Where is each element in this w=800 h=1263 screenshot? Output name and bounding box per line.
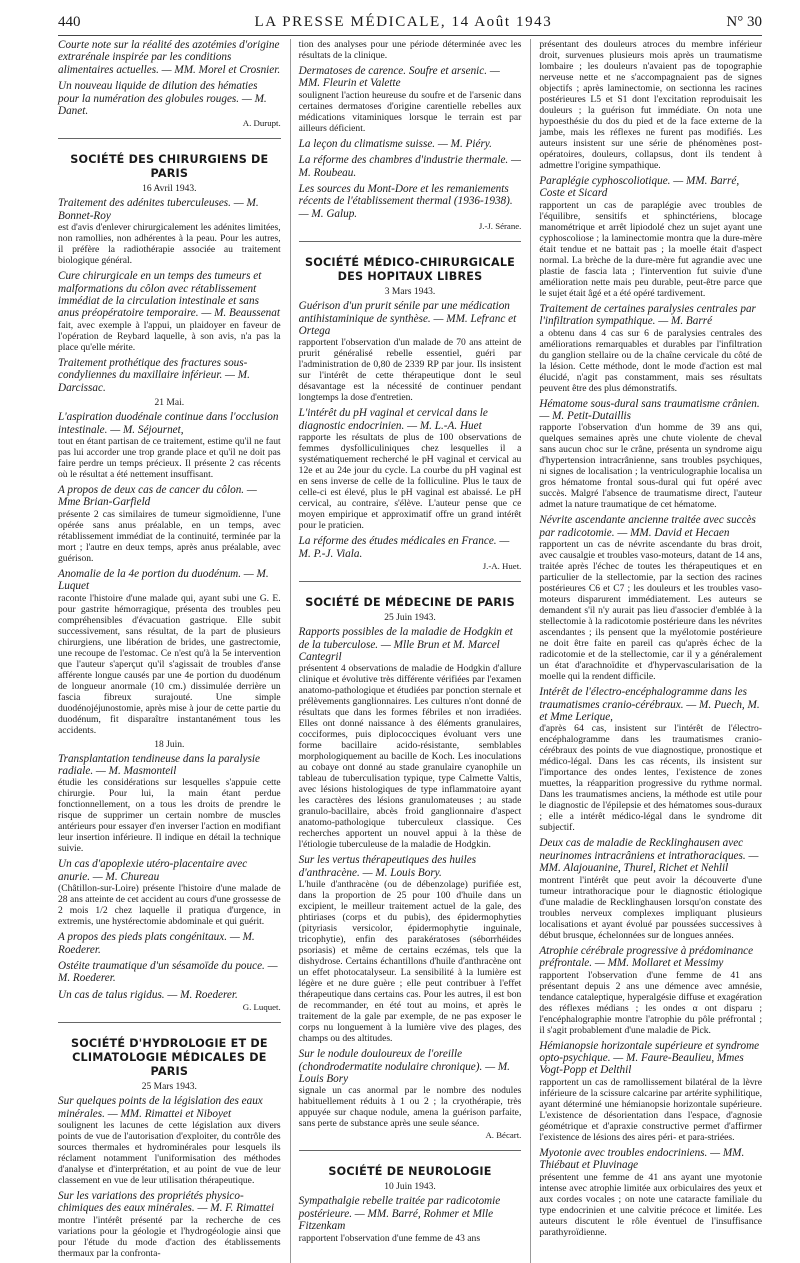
communication <box>299 407 522 531</box>
communication-title: Hémianopsie horizontale supérieure et syndrome opto-psychique. — M. Faure-Beaulieu, Mmes Vogt-Popp et Delthil <box>539 1039 760 1077</box>
communication-title: L'intérêt du pH vaginal et cervical dans le diagnostic endocrinien. — M. L.-A. Huet <box>298 407 488 432</box>
communication <box>539 837 762 940</box>
section-heading: SOCIÉTÉ MÉDICO-CHIRURGICALE DES HOPITAUX LIBRES <box>305 256 515 284</box>
page-number: 440 <box>58 14 81 30</box>
communication-text: rapportent un cas de ramollissement bilatéral de la lèvre inférieure de la scissure calcarine par artérite syphilitique, ayant déterminé une hémianopsie horizontale supérieure. L'existence de désorientation dans l'espace, d'agnosie géométrique et d'apraxie constructive permet d'affirmer l'existence de lésions des aires péri- et para-striées. <box>539 1076 763 1143</box>
signature: A. Durupt. <box>242 118 281 129</box>
communication <box>539 175 762 299</box>
communication-text: montre l'intérêt présenté par la recherche de ces variations pour la géologie et l'hydrogéologie ainsi que pour l'étude du mode d'action des établissements thermaux par la confronta- <box>58 1214 281 1259</box>
section-divider <box>299 241 522 242</box>
communication-text: rapportent l'observation d'un malade de 70 ans atteint de prurit généralisé rebelle essentiel, guéri par l'administration de 0,80 de 2339 RP par jour. Ils insistent sur l'intérêt de cette thérapeutique dont le seul désavantage est la nécessité de continuer pendant longtemps la dose d'entretien. <box>298 337 522 404</box>
communication-text: rapportent un cas de névrite ascendante du bras droit, avec causalgie et troubles vaso-moteurs, datant de 14 ans, traitée après l'échec de toutes les thérapeutiques et en particulier de la stellectomie, par la section des racines postérieures C6 et C7 ; les douleurs et les troubles vaso-moteurs disparurent immédiatement. Les auteurs se demandent s'il n'y aurait pas lieu d'associer d'emblée à la stellectomie à la radicotomie postérieure dans les névrites ascendantes ; ils pensent que la myélotomie postérieure ne doit être faite en pareil cas qu'après échec de la radicotomie et de la stellectomie, car il y a généralement un état d'arachnoïdite et d'hypervascularisation de la moelle qui la rendent difficile. <box>539 539 763 683</box>
communication <box>58 484 281 564</box>
communication <box>58 270 281 353</box>
communication-title: Courte note sur la réalité des azotémies d'origine extrarénale inspirée par les conditions alimentaires actuelles. — MM. Morel et Crosnier. <box>58 39 281 76</box>
signature: G. Luquet. <box>242 1002 281 1013</box>
communication-title: La leçon du climatisme suisse. — M. Piéry. <box>298 137 492 150</box>
communication <box>539 398 762 511</box>
communication-title: Sur les variations des propriétés physico-chimiques des eaux minérales. — M. F. Rimattei <box>58 1190 275 1215</box>
communication-title: L'aspiration duodénale continue dans l'occlusion intestinale. — M. Séjournet, <box>58 411 279 436</box>
communication <box>58 858 281 927</box>
communication-title: Ostéite traumatique d'un sésamoïde du pouce. — M. Roederer. <box>58 959 278 985</box>
communication-title: Sur quelques points de la législation des eaux minérales. — MM. Rimattei et Niboyet <box>58 1095 263 1120</box>
communication <box>299 854 522 1044</box>
section-heading: SOCIÉTÉ DE MÉDECINE DE PARIS <box>305 596 515 610</box>
communication <box>539 303 762 394</box>
communication-title: Un nouveau liquide de dilution des hématies pour la numération des globules rouges. — M. Danet. <box>58 80 267 118</box>
communication-text: présente 2 cas similaires de tumeur sigmoïdienne, l'une opérée sans anus préalable, en un temps, avec rétablissement immédiat de la continuité, terminée par la mort ; l'autre en deux temps, après anus préalable, avec guérison. <box>58 508 281 564</box>
communication <box>299 183 522 231</box>
section-divider <box>58 1022 281 1023</box>
session-date: 18 Juin. <box>154 739 185 750</box>
column-2 <box>290 39 522 1263</box>
communication-text: rapportent l'observation d'une femme de 43 ans <box>298 1232 481 1244</box>
communication-text: a obtenu dans 4 cas sur 6 de paralysies centrales des améliorations remarquables et durables par l'infiltration du ganglion stellaire ou de la chaîne cervicale du côté de la lésion. Cette méthode, dont le mode d'action est mal élucidé, n'agit pas constamment, mais ses résultats peuvent être des plus démonstratifs. <box>539 327 763 394</box>
communication-title: Myotonie avec troubles endocriniens. — MM. Thiébaut et Pluvinage <box>539 1146 745 1172</box>
communication <box>58 80 281 128</box>
communication-title: A propos de deux cas de cancer du côlon. — Mme Brian-Garfield <box>58 483 257 509</box>
communication-title: A propos des pieds plats congénitaux. — M. Roederer. <box>58 931 255 956</box>
communication <box>299 138 522 150</box>
session-date: 25 Juin 1943. <box>384 613 436 624</box>
page-header <box>58 14 762 36</box>
communication-text: montrent l'intérêt que peut avoir la découverte d'une tumeur intrathoracique pour le diagnostic étiologique d'une maladie de Recklinghausen lorsqu'on constate des troubles nerveux complexes impliquant plusieurs localisations et ayant évolué par poussées successives à début brusque, échelonnées sur de longues années. <box>539 874 763 941</box>
communication-text: rapporte l'observation d'un homme de 39 ans qui, quelques semaines après une chute violente de cheval sans aucun choc sur le crâne, présenta un syndrome aigu d'hypertension intracrânienne, sans troubles psychiques, ni signes de localisation ; la ventriculographie localisa un gros hématome frontal sous-dural qui fut opéré avec succès. Malgré l'absence de traumatisme direct, l'auteur admet la nature traumatique de cet hématome. <box>539 422 763 511</box>
section-heading: SOCIÉTÉ D'HYDROLOGIE ET DE CLIMATOLOGIE MÉDICALES DE PARIS <box>70 1037 268 1079</box>
communication-title: La réforme des chambres d'industrie thermale. — M. Roubeau. <box>298 154 521 179</box>
communication-title: Traitement prothétique des fractures sous-condyliennes du maxillaire inférieur. — M. Darcissac. <box>58 356 250 394</box>
communication-title: Deux cas de maladie de Recklinghausen avec neurinomes intracrâniens et intrathoraciques. — MM. Alajouanine, Thurel, Richet et Nehlil <box>539 837 759 875</box>
communication-text: présentant des douleurs atroces du membre inférieur droit, survenues plusieurs mois après un traumatisme lombaire ; les douleurs n'avaient pas de topographie nerveuse nette et ne s'accompagnaient pas de signes objectifs ; après laminectomie, on sectionna les racines postérieures L5 et S1 dont l'excitation reproduisait les douleurs ; la guérison fut immédiate. On nota une hypoesthésie du dos du pied et de la face externe de la jambe, mais les réflexes ne furent pas modifiés. Les auteurs insistent sur une série de phénomènes post-opératoires, douleurs, collapsus, dont ils tendent à admettre l'origine sympathique. <box>539 39 763 171</box>
communication <box>299 535 522 571</box>
communication <box>299 1048 522 1140</box>
communication-title: Un cas d'apoplexie utéro-placentaire avec anurie. — M. Chureau <box>58 858 248 883</box>
section-heading: SOCIÉTÉ DE NEUROLOGIE <box>328 1165 492 1179</box>
communication-text: rapportent l'observation d'une femme de 41 ans présentant depuis 2 ans une démence avec amnésie, tendance cataleptique, hyperalgésie diffuse et exagération des réflexes médians ; les ondes α ont disparu ; l'encéphalographie montre l'atrophie du pôle préfrontal ; il s'agit probablement d'une maladie de Pick. <box>539 969 763 1036</box>
section-heading: SOCIÉTÉ DES CHIRURGIENS DE PARIS <box>70 153 269 181</box>
session-date: 16 Avril 1943. <box>142 184 197 195</box>
communication <box>58 960 281 985</box>
communication-title: Dermatoses de carence. Soufre et arsenic. — MM. Fleurin et Valette <box>298 65 500 90</box>
signature: J.-J. Sérane. <box>478 221 522 232</box>
session-date: 10 Juin 1943. <box>384 1182 436 1193</box>
communication <box>58 989 281 1012</box>
communication <box>539 1147 762 1238</box>
communication <box>58 753 281 855</box>
communication-title: Transplantation tendineuse dans la paralysie radiale. — M. Masmonteil <box>58 752 260 777</box>
communication <box>299 626 522 850</box>
communication-text: présentent 4 observations de maladie de Hodgkin d'allure clinique et évolutive très différente vérifiées par l'examen anatomo-pathologique et étudiées par ponction sternale et prélèvements ganglionnaires. Les cultures n'ont donné de résultats que dans les formes fébriles et non irradiées. Elles ont donné naissance à des éléments granulaires, cocciformes, puis diplococciques évoluant vers une forme bacillaire acido-résistante, semblables morphologiquement au bacille de Koch. Les inoculations au cobaye ont donné au stade granulaire cyanophile un tableau de tuberculisation typique, type Calmette Valtis, avec lésions histologiques de type inflammatoire ayant les caractères des lésions granulomateuses ; au stade granulo-bacillaire, abcès froid ganglionnaire d'aspect anatomo-pathologique tuberculeux classique. Ces recherches apportent un nouvel appui à la thèse de l'étiologie tuberculeuse de la maladie de Hodgkin. <box>298 663 522 851</box>
communication-text: fait, avec exemple à l'appui, un plaidoyer en faveur de l'opération de Reybard laquelle, à son avis, n'a pas la place qu'elle mérite. <box>58 319 281 353</box>
communication <box>299 1195 522 1243</box>
columns <box>58 39 762 1263</box>
signature: A. Bécart. <box>485 1130 522 1141</box>
communication-text: rapporte les résultats de plus de 100 observations de femmes dysfolliculiniques chez lesquelles il a systématiquement recherché le pH vaginal et cervical au 12e et au 24e jour du cycle. La courbe du pH vaginal est en sens inverse de celle de la folliculine. Plus le taux de celle-ci est élevé, plus le pH vaginal est abaissé. Le pH cervical, au contraire, s'élève. L'auteur pense que ce moyen empirique et approximatif offre un grand intérêt pour le praticien. <box>298 432 522 532</box>
communication-title: Sur les vertus thérapeutiques des huiles d'anthracène. — M. Louis Bory. <box>298 854 477 879</box>
communication <box>58 197 281 266</box>
section-divider <box>299 1150 522 1151</box>
communication-text: raconte l'histoire d'une malade qui, ayant subi une G. E. pour gastrite hémorragique, présenta des troubles peu compréhensibles d'évacuation gastrique. Elle subit successivement, sans résultat, de la part de plusieurs chirurgiens, une libération de brides, une gastrectomie, une recoupe de l'estomac. Ce n'est qu'à la 5e intervention que l'auteur s'aperçut qu'il s'agissait de troubles d'anse afférente longue causés par une 4e portion du duodénum de longueur anormale (10 cm.) dissimulée derrière un fascia fibreux surajouté. Une simple duodénojéjunostomie, après mise à jour de cette partie du duodénum, fit disparaître instantanément tous les accidents. <box>58 592 281 736</box>
session-date: 21 Mai. <box>154 398 185 409</box>
communication-title: Cure chirurgicale en un temps des tumeurs et malformations du côlon avec rétablissement immédiat de la circulation intestinale et sans anus préopératoire temporaire. — M. Beaussenat <box>58 270 280 320</box>
communication <box>58 931 281 956</box>
communication-title: Paraplégie cyphoscoliotique. — MM. Barré, Coste et Sicard <box>539 175 740 200</box>
communication <box>58 1190 281 1259</box>
communication-text: d'après 64 cas, insistent sur l'intérêt de l'électro-encéphalogramme dans les traumatismes cranio-cérébraux des points de vue diagnostique, pronostique et médico-légal. Dans les cas récents, ils insistent sur l'importance des ondes lentes, l'existence de zones muettes, la réapparition progressive du rythme normal. Dans les traumatismes anciens, la méthode est utile pour le diagnostic de l'épilepsie et des hématomes sous-duraux ; elle a intérêt médico-légal dans le syndrome dit subjectif. <box>539 723 763 834</box>
column-1 <box>58 39 281 1263</box>
communication-text: étudie les considérations sur lesquelles s'appuie cette chirurgie. Pour lui, la main étant perdue fonctionnellement, on a tous les droits de prendre le risque de supprimer un certain nombre de muscles antérieurs pour essayer d'en inverser l'action en modifiant leur insertion inférieure. Il indique en détail la technique suivie. <box>58 777 281 855</box>
communication-title: Un cas de talus rigidus. — M. Roederer. <box>58 988 238 1001</box>
communication <box>299 39 522 61</box>
communication-text: L'huile d'anthracène (ou de débenzolage) purifiée est, dans la proportion de 25 pour 100 d'huile dans un excipient, le meilleur traitement actuel de la gale, des phtiriases (corps et du pubis), des épidermophyties (pityriasis versicolor, épidermophytie inguinale, tricophytie), enfin des parakératoses (séborrhéides psoriasis) et même de certains eczémas, tels que la dishydrose. Certains échantillons d'huile d'anthracène ont un effet photocatalyseur. La sensibilité à la lumière est légère et ne dure guère ; elle peut contribuer à l'effet thérapeutique dans certains cas. Pour les autres, il est bon de recommander, en été tout au moins, et après le traitement de la gale par exemple, de ne pas exposer le corps nu longuement à la lumière vive des plages, des champs ou des altitudes. <box>298 879 522 1045</box>
communication <box>299 154 522 179</box>
communication <box>299 300 522 403</box>
communication-text: soulignent les lacunes de cette législation aux divers points de vue de l'autorisation d'exploiter, du contrôle des sources thermales et hydrominérales pour lesquels ils réclament notamment l'uniformisation des méthodes d'analyse et d'interprétation, et au point de vue de leur classement en vue de leur utilisation thérapeutique. <box>58 1120 281 1186</box>
communication-text: signale un cas anormal par le nombre des nodules habituellement réduits à 1 ou 2 ; la cryothérapie, très appuyée sur chaque nodule, amena la guérison parfaite, sans perte de substance après une seule séance. <box>298 1085 522 1130</box>
communication-title: Anomalie de la 4e portion du duodénum. — M. Luquet <box>58 567 269 593</box>
communication-title: Hématome sous-dural sans traumatisme crânien. — M. Petit-Dutaillis <box>539 397 760 423</box>
communication <box>539 1040 762 1143</box>
communication <box>58 411 281 480</box>
issue-number: N° 30 <box>726 14 762 30</box>
session-date: 25 Mars 1943. <box>141 1082 197 1093</box>
communication-title: Sur le nodule douloureux de l'oreille (chondrodermatite nodulaire chronique). — M. Louis Bory <box>298 1048 510 1085</box>
communication <box>299 65 522 134</box>
communication-title: Atrophie cérébrale progressive à prédominance préfrontale. — MM. Mollaret et Messimy <box>539 944 754 970</box>
communication-title: Traitement de certaines paralysies centrales par l'infiltration sympathique. — M. Barré <box>539 302 756 328</box>
communication-title: La réforme des études médicales en France. — M. P.-J. Viala. <box>298 535 510 560</box>
communication-text: rapportent un cas de paraplégie avec troubles de l'équilibre, sensitifs et sphinctériens, blocage manométrique et arrêt lipiodolé chez un sujet ayant une cyphoscoliose ; la laminectomie montra que la dure-mère était tendue et ne battait pas ; la moelle était d'aspect normal. La brèche de la dure-mère fut agrandie avec une plastie de fascia lata ; l'intervention fut suivie d'une amélioration nette mais peu durable, peut-être parce que le sujet était âgé et a été opéré tardivement. <box>539 199 763 299</box>
communication <box>58 39 281 76</box>
communication-text: est d'avis d'enlever chirurgicalement les adénites limitées, non ramollies, non adhérentes à la peau. Pour les autres, il préfère la radiothérapie associée au traitement biologique général. <box>58 222 281 267</box>
communication-title: Les sources du Mont-Dore et les remaniements récents de l'établissement thermal (1936-1938). — M. Galup. <box>298 183 513 220</box>
journal-title: LA PRESSE MÉDICALE, 14 Août 1943 <box>254 14 553 30</box>
communication-text: tion des analyses pour une période déterminée avec les résultats de la clinique. <box>298 39 522 61</box>
communication <box>539 945 762 1036</box>
communication-text: (Châtillon-sur-Loire) présente l'histoire d'une malade de 28 ans atteinte de cet accident au cours d'une grossesse de 2 mois 1/2 chez laquelle il pratiqua d'urgence, in extremis, une hystérectomie abdominale et qui guérit. <box>58 883 281 928</box>
communication <box>539 686 762 833</box>
session-date: 3 Mars 1943. <box>384 287 436 298</box>
communication-text: tout en étant partisan de ce traitement, estime qu'il ne faut pas lui accorder une trop grande place et qu'il ne doit pas faire perdre un temps précieux. Il présente 2 cas récents où le résultat a été nettement insuffisant. <box>58 435 281 480</box>
signature: J.-A. Huet. <box>482 561 522 572</box>
communication <box>58 1095 281 1186</box>
communication <box>539 514 762 682</box>
communication-title: Guérison d'un prurit sénile par une médication antihistaminique de synthèse. — MM. Lefranc et Ortega <box>298 300 517 338</box>
communication-title: Névrite ascendante ancienne traitée avec succès par radicotomie. — MM. David et Hecaen <box>539 514 756 539</box>
communication-text: présentent une femme de 41 ans ayant une myotonie intense avec atrophie limitée aux orbiculaires des yeux et aux cordes vocales ; on note une cataracte familiale du type endocrinien et une calvitie précoce et limitée. Les auteurs discutent le rôle éventuel de l'insuffisance parathyroïdienne. <box>539 1171 763 1238</box>
communication-title: Intérêt de l'électro-encéphalogramme dans les traumatismes cranio-cérébraux. — M. Puech, M. et Mme Lerique, <box>539 686 760 724</box>
communication-title: Traitement des adénites tuberculeuses. — M. Bonnet-Roy <box>58 197 259 222</box>
communication <box>58 568 281 736</box>
communication <box>539 39 762 171</box>
column-3 <box>530 39 762 1263</box>
communication-title: Sympathalgie rebelle traitée par radicotomie postérieure. — MM. Barré, Rohmer et Mlle Fitzenkam <box>298 1195 501 1233</box>
communication-title: Rapports possibles de la maladie de Hodgkin et de la tuberculose. — Mlle Brun et M. Marcel Cantegril <box>298 626 513 663</box>
communication <box>58 357 281 394</box>
section-divider <box>299 581 522 582</box>
communication-text: soulignent l'action heureuse du soufre et de l'arsenic dans certaines dermatoses d'origine carentielle rebelles aux médications vitaminiques lorsque le terrain est par ailleurs déficient. <box>298 89 522 134</box>
section-divider <box>58 138 281 139</box>
